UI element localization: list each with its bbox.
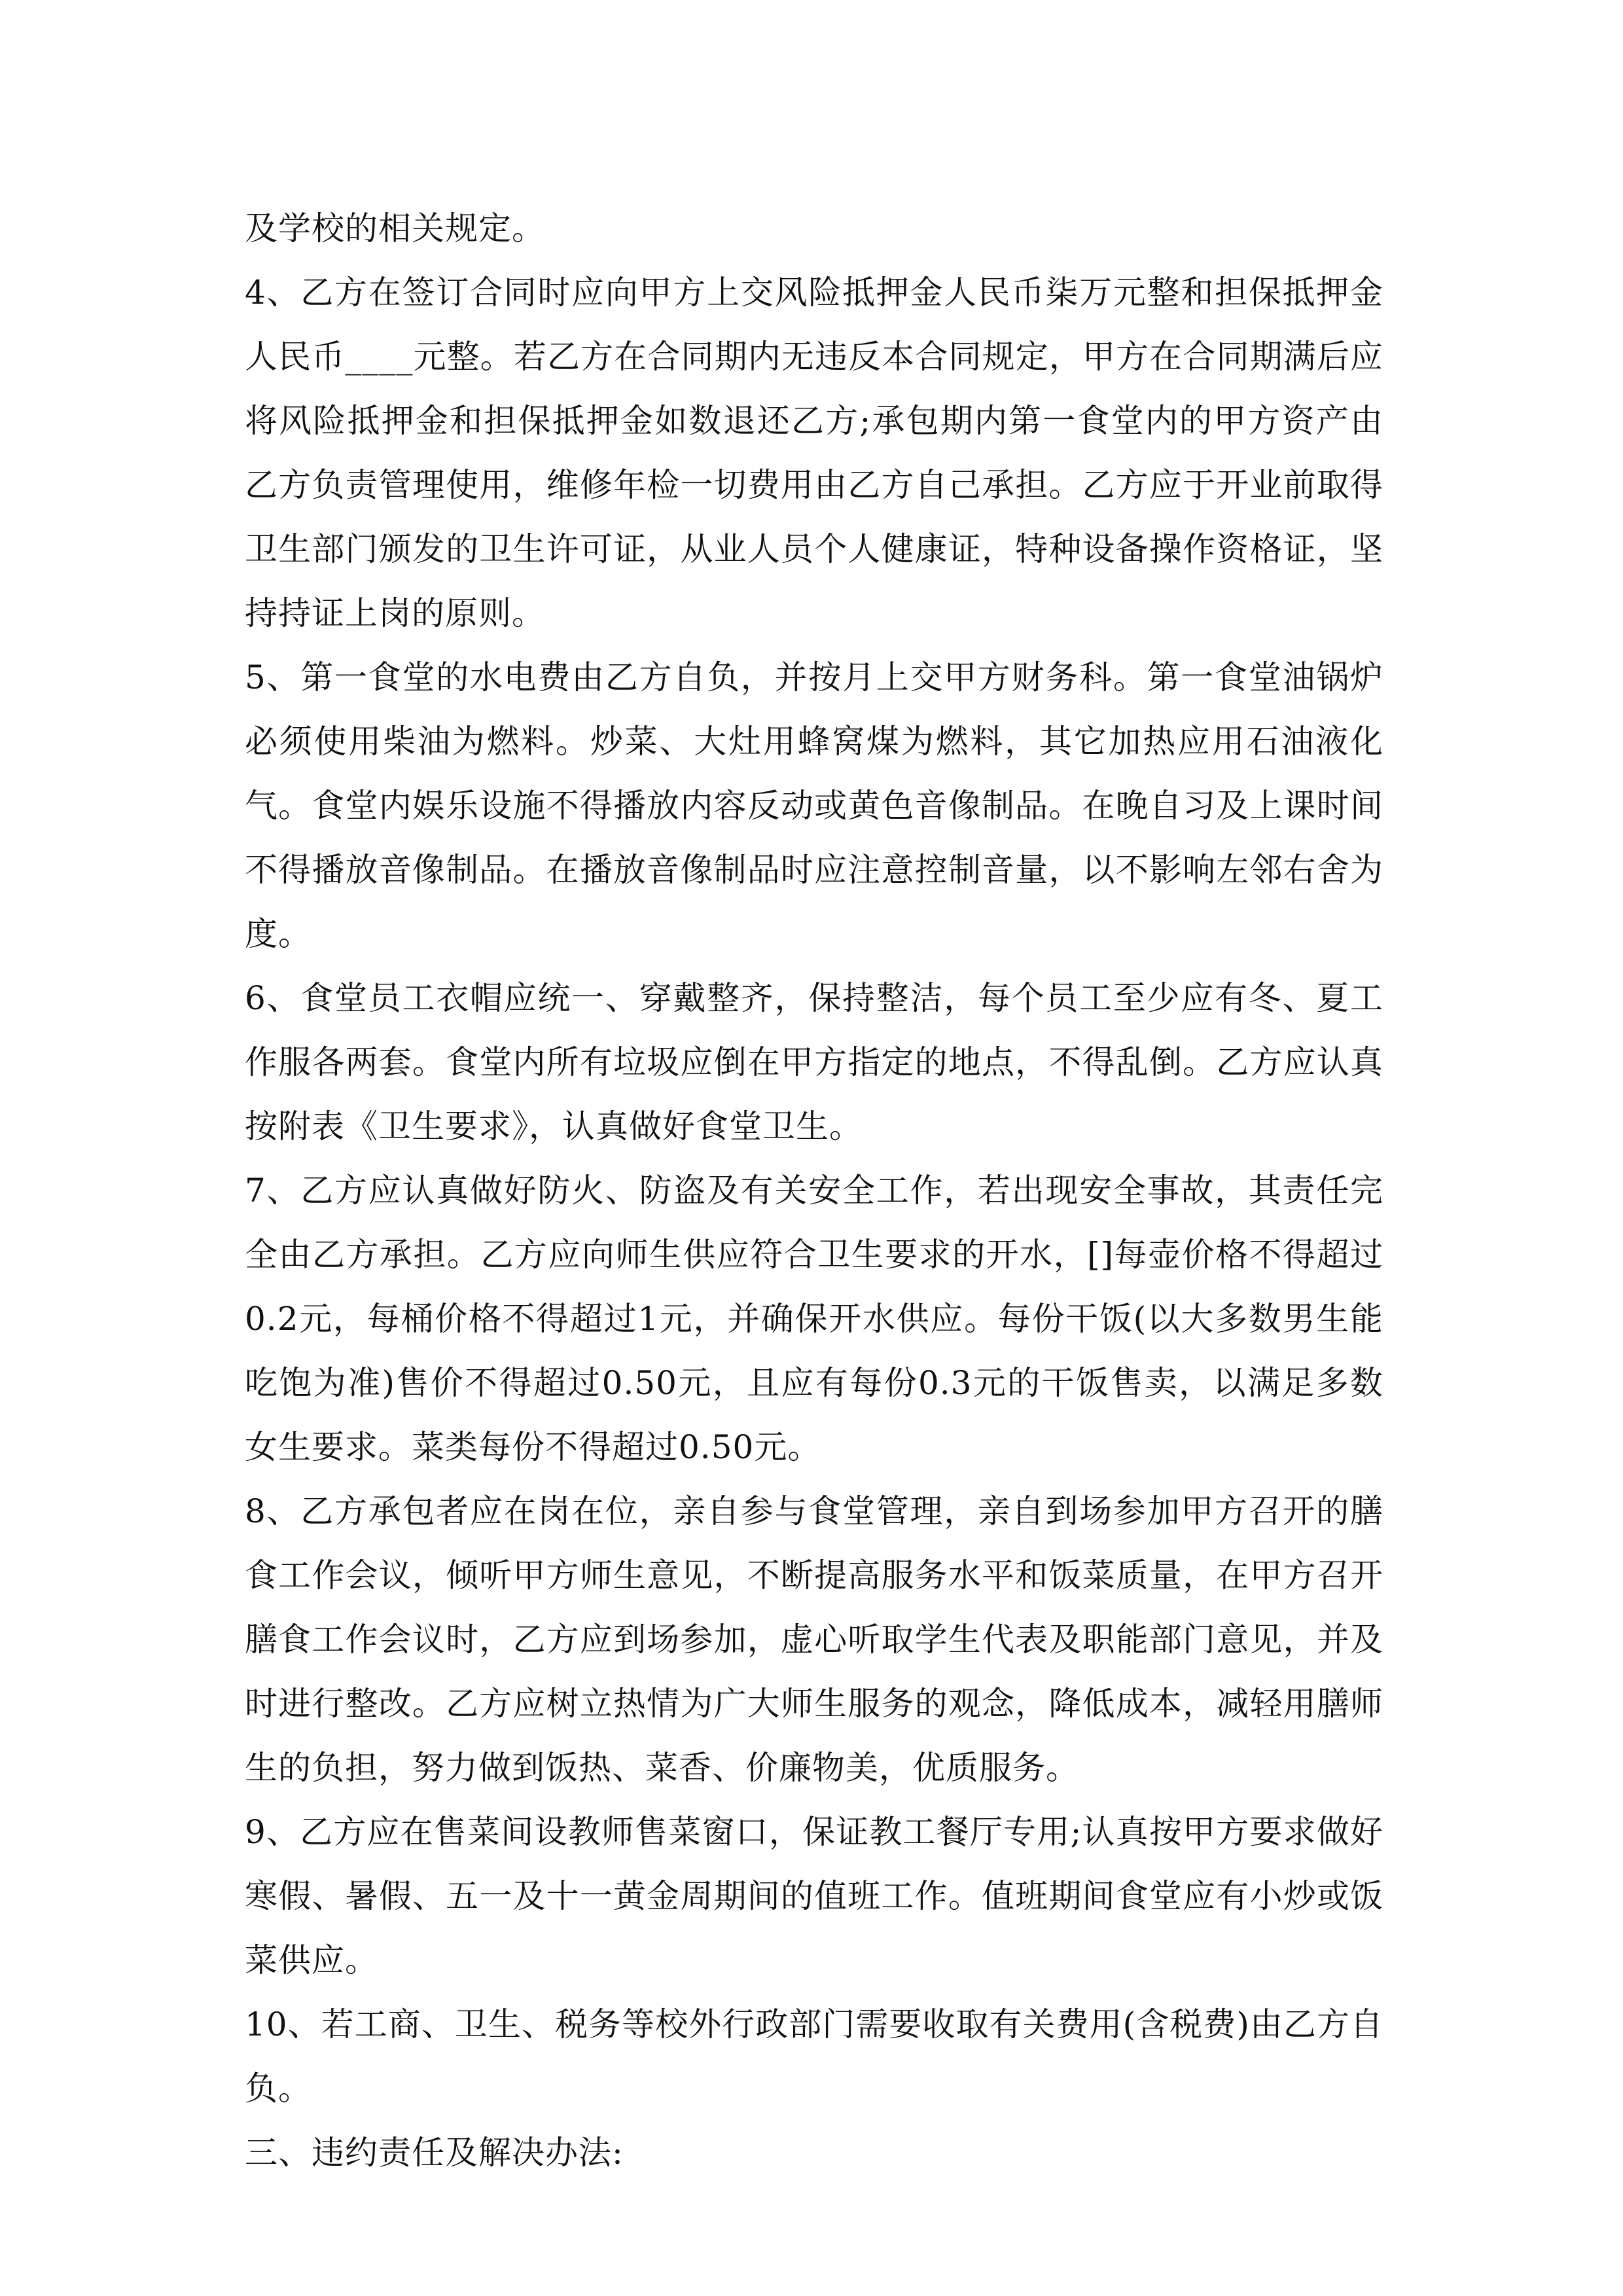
paragraph-clause-6: 6、食堂员工衣帽应统一、穿戴整齐，保持整洁，每个员工至少应有冬、夏工作服各两套。食堂内所有垃圾应倒在甲方指定的地点，不得乱倒。乙方应认真按附表《卫生要求》，认真做好食堂卫生。: [245, 979, 1383, 1145]
paragraph-clause-4: 4、乙方在签订合同时应向甲方上交风险抵押金人民币柒万元整和担保抵押金人民币____元整。若乙方在合同期内无违反本合同规定，甲方在合同期满后应将风险抵押金和担保抵押金如数退还乙方;承包期内第一食堂内的甲方资产由乙方负责管理使用，维修年检一切费用由乙方自己承担。乙方应于开业前取得卫生部门颁发的卫生许可证，从业人员个人健康证，特种设备操作资格证，坚持持证上岗的原则。: [245, 274, 1383, 632]
paragraph-clause-10: 10、若工商、卫生、税务等校外行政部门需要收取有关费用(含税费)由乙方自负。: [245, 2005, 1383, 2108]
paragraph-clause-7: 7、乙方应认真做好防火、防盗及有关安全工作，若出现安全事故，其责任完全由乙方承担。乙方应向师生供应符合卫生要求的开水，[]每壶价格不得超过0.2元，每桶价格不得超过1元，并确保开水供应。每份干饭(以大多数男生能吃饱为准)售价不得超过0.50元，且应有每份0.3元的干饭售卖，以满足多数女生要求。菜类每份不得超过0.50元。: [245, 1172, 1383, 1466]
section-heading-breach-liability: 三、违约责任及解决办法:: [245, 2134, 624, 2172]
paragraph-school-regulations: 及学校的相关规定。: [245, 209, 545, 247]
paragraph-clause-8: 8、乙方承包者应在岗在位，亲自参与食堂管理，亲自到场参加甲方召开的膳食工作会议，倾听甲方师生意见，不断提高服务水平和饭菜质量，在甲方召开膳食工作会议时，乙方应到场参加，虚心听取学生代表及职能部门意见，并及时进行整改。乙方应树立热情为广大师生服务的观念，降低成本，减轻用膳师生的负担，努力做到饭热、菜香、价廉物美，优质服务。: [245, 1492, 1383, 1787]
contract-body: [245, 196, 1383, 2185]
paragraph-clause-5: 5、第一食堂的水电费由乙方自负，并按月上交甲方财务科。第一食堂油锅炉必须使用柴油为燃料。炒菜、大灶用蜂窝煤为燃料，其它加热应用石油液化气。食堂内娱乐设施不得播放内容反动或黄色音像制品。在晚自习及上课时间不得播放音像制品。在播放音像制品时应注意控制音量，以不影响左邻右舍为度。: [245, 658, 1383, 953]
paragraph-clause-9: 9、乙方应在售菜间设教师售菜窗口，保证教工餐厅专用;认真按甲方要求做好寒假、暑假、五一及十一黄金周期间的值班工作。值班期间食堂应有小炒或饭菜供应。: [245, 1813, 1383, 1979]
